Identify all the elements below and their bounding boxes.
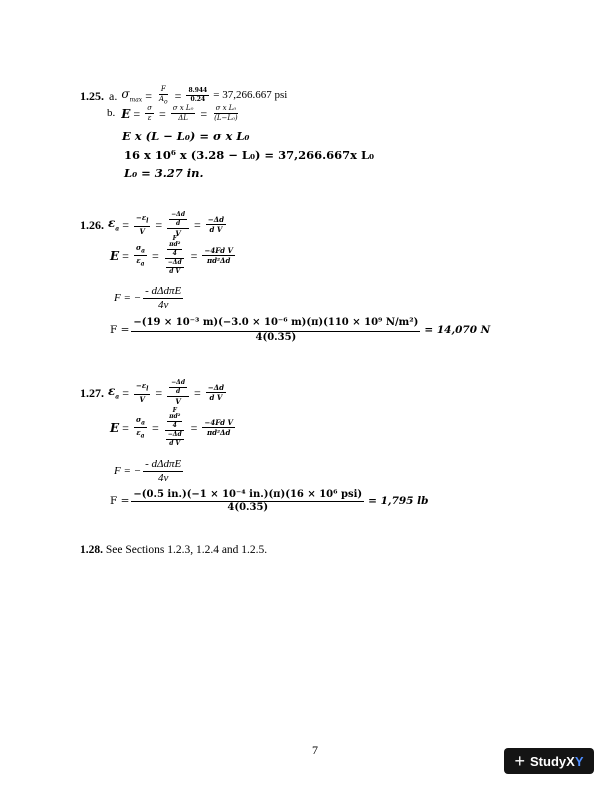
problem-1-25-part-b: b. E = $\frac{\sigma}{\varepsilon}$ = $\frac{\text{σ x L₀}}{\Delta L}$ = $\frac{\text{σ x L₀}}{\text{(L−L₀)}}$ xyxy=(107,104,238,122)
fraction-strain-2: $\frac{\frac{-\Delta d}{d}}{V}$ xyxy=(167,212,189,237)
equation-line: E x (L − L₀) = σ x L₀ xyxy=(122,129,250,143)
fraction-sigma-lo-dl: $\frac{\text{σ x L₀}}{\Delta L}$ xyxy=(172,104,194,122)
problem-1-27-strain: 1.27. $\varepsilon_a$ = $\frac{-\varepsilon_l}{V}$ = $\frac{\frac{-\Delta d}{d}}{V}$ = $\frac{-\Delta d}{\text{d V}}$ xyxy=(80,379,225,406)
problem-1-26-force-calc: F = $\frac{\text{−(19 × 10⁻³ m)(−3.0 × 10⁻⁶ m)(π)(110 × 10⁹ N/m²)}}{4(0.35)}$ = 14,070 N xyxy=(110,317,491,343)
fraction-stress-strain: $\frac{\sigma_a}{\varepsilon_a}$ xyxy=(135,242,145,268)
fraction-strain-1: $\frac{-\varepsilon_l}{V}$ xyxy=(135,381,149,404)
fraction-strain-3: $\frac{-\Delta d}{\text{d V}}$ xyxy=(207,383,225,402)
fraction-strain-2: $\frac{\frac{-\Delta d}{d}}{V}$ xyxy=(167,380,189,405)
studyx-logo xyxy=(504,748,594,774)
fraction-modulus-result: $\frac{\text{−4Fd V}}{\text{πd²Δd}}$ xyxy=(204,418,233,437)
problem-1-27-force-formula: F = − $\frac{\text{- dΔdπE}}{4\nu}$ xyxy=(114,458,182,484)
problem-1-26-modulus: E = $\frac{\sigma_a}{\varepsilon_a}$ = F $\frac{\text{πd²}}{4}$ $\frac{-\Delta d}{\text{d V}}$ = $\frac{\text{−4Fd V}}{\text{πd²Δd}}$ xyxy=(110,235,233,275)
problem-1-26-strain: 1.26. $\varepsilon_a$ = $\frac{-\varepsilon_l}{V}$ = $\frac{\frac{-\Delta d}{d}}{V}$ = $\frac{-\Delta d}{\text{d V}}$ xyxy=(80,211,225,238)
fraction-compound: F $\frac{\text{πd²}}{4}$ $\frac{-\Delta d}{\text{d V}}$ xyxy=(164,236,186,275)
problem-1-28 xyxy=(80,545,267,557)
modulus-symbol: E xyxy=(121,106,131,121)
page-number: 7 xyxy=(312,743,318,757)
problem-1-27-modulus: E = $\frac{\sigma_a}{\varepsilon_a}$ = F $\frac{\text{πd²}}{4}$ $\frac{-\Delta d}{\text{d V}}$ = $\frac{\text{−4Fd V}}{\text{πd²Δd}}$ xyxy=(110,407,233,447)
fraction-strain-1: $\frac{-\varepsilon_l}{V}$ xyxy=(135,213,149,236)
equation-line: 16 x 10⁶ x (3.28 − L₀) = 37,266.667x L₀ xyxy=(124,148,375,162)
problem-1-25-part-a: 1.25. a. $\sigma_{max}$ = $\frac{F}{A_o}$ = $\frac{8.944}{0.24}$ = 37,266.667 psi xyxy=(80,85,288,106)
stress-result: = 37,266.667 psi xyxy=(213,89,288,102)
fraction-stress-strain: $\frac{\sigma_a}{\varepsilon_a}$ xyxy=(135,414,145,440)
fraction-modulus-result: $\frac{\text{−4Fd V}}{\text{πd²Δd}}$ xyxy=(204,246,233,265)
plus-icon: + xyxy=(514,751,526,771)
equation-line: L₀ = 3.27 in. xyxy=(124,166,204,180)
fraction-compound: F $\frac{\text{πd²}}{4}$ $\frac{-\Delta d}{\text{d V}}$ xyxy=(164,408,186,447)
sigma-max: $\sigma_{max}$ xyxy=(121,87,143,104)
problem-number: 1.25. xyxy=(80,88,104,103)
logo-text: StudyXY xyxy=(530,753,584,769)
problem-number: 1.28. xyxy=(80,544,103,556)
problem-1-27-force-calc: F = $\frac{\text{−(0.5 in.)(−1 × 10⁻⁴ in.)(π)(16 × 10⁶ psi)}}{4(0.35)}$ = 1,795 lb xyxy=(110,489,429,513)
fraction-sigma-epsilon: $\frac{\sigma}{\varepsilon}$ xyxy=(147,104,152,122)
problem-text: See Sections 1.2.3, 1.2.4 and 1.2.5. xyxy=(105,544,268,556)
problem-number: 1.26. xyxy=(80,217,104,232)
problem-1-26-force-formula: F = − $\frac{\text{- dΔdπE}}{4\nu}$ xyxy=(114,285,182,311)
fraction-sigma-lo-l: $\frac{\text{σ x L₀}}{\text{(L−L₀)}}$ xyxy=(214,104,238,122)
fraction-f-over-a: $\frac{F}{A_o}$ xyxy=(158,85,168,106)
part-label: b. xyxy=(107,107,116,119)
fraction-values: $\frac{8.944}{0.24}$ xyxy=(188,87,208,104)
part-label: a. xyxy=(109,88,118,103)
fraction-strain-3: $\frac{-\Delta d}{\text{d V}}$ xyxy=(207,215,225,234)
problem-number: 1.27. xyxy=(80,385,104,400)
